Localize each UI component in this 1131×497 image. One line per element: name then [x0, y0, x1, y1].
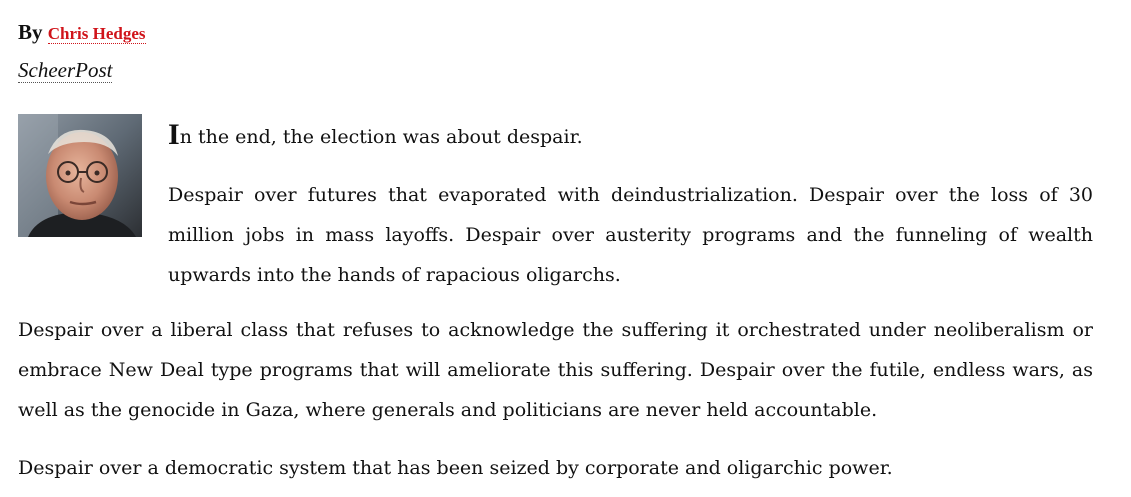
article-paragraph-2: Despair over futures that evaporated with deindustrialization. Despair over the loss of 30 million jobs in mass layoffs. Despair over austerity programs and the funneling of wealth upwards into the hands of rapacious oligarchs. — [168, 184, 1093, 286]
article-paragraph-1 — [168, 115, 1093, 157]
paragraph-1-text: n the end, the election was about despair. — [179, 126, 583, 148]
source-link[interactable]: ScheerPost — [18, 58, 113, 82]
author-photo — [18, 114, 142, 237]
author-link[interactable]: Chris Hedges — [47, 24, 146, 43]
portrait-icon — [18, 114, 142, 237]
byline — [18, 20, 146, 45]
article-paragraph-3: Despair over a liberal class that refuses to acknowledge the suffering it orchestrated under neoliberalism or embrace New Deal type programs that will ameliorate this suffering. Despair over the futile, endless wars, as well as the genocide in Gaza, where generals and politicians are never held accountable. — [18, 319, 1093, 421]
article-paragraph-4: Despair over a democratic system that has been seized by corporate and oligarchic power. — [18, 457, 893, 479]
drop-cap: I — [168, 118, 180, 151]
byline-prefix: By — [18, 20, 43, 44]
